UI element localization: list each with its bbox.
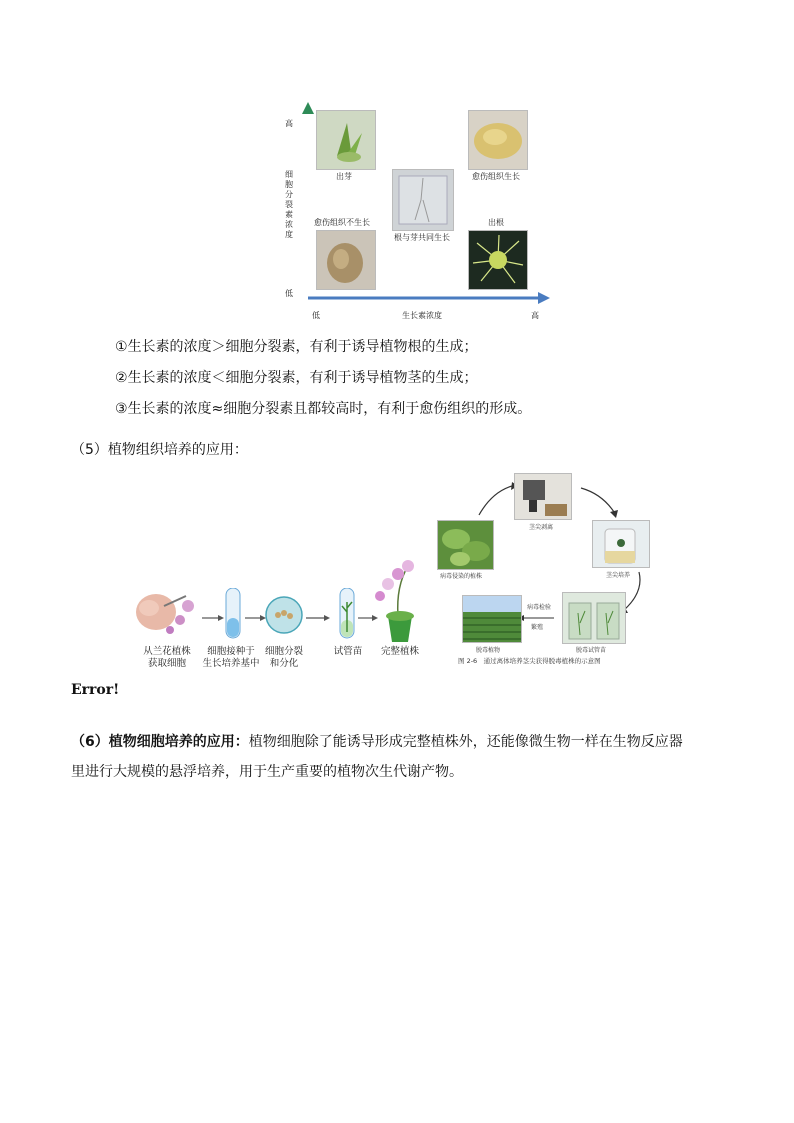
- section-6-line-2: 里进行大规模的悬浮培养，用于生产重要的植物次生代谢产物。: [71, 764, 463, 780]
- cell-division-image: [264, 595, 304, 635]
- flow-step-1-label: [134, 646, 200, 670]
- flow-step-1-line-1: 从兰花植株: [143, 646, 191, 657]
- x-axis-title: 生长素浓度: [402, 311, 442, 320]
- flow-step-2-line-2: 生长培养基中: [202, 658, 260, 669]
- x-axis-low: 低: [312, 311, 320, 320]
- bud-label: 出芽: [336, 172, 352, 181]
- y-axis-low: 低: [285, 289, 293, 298]
- cycle-caption: 图 2-6 通过离体培养茎尖获得脱毒植株的示意图: [458, 657, 601, 665]
- tissue-culture-flow-figure: [134, 470, 654, 675]
- test-tube-seedling-image: [336, 588, 358, 644]
- detox-plant-label: 脱毒植物: [476, 647, 501, 654]
- x-axis-high: 高: [531, 311, 539, 320]
- callus-no-growth-image: [316, 230, 376, 290]
- flow-step-1-line-2: 获取细胞: [147, 658, 186, 669]
- section-6-line-1: [71, 731, 683, 751]
- root-label: 出根: [488, 218, 504, 227]
- virus-plant-label: 病毒侵染的植株: [440, 573, 483, 580]
- item-1: [115, 336, 478, 356]
- root-image: [468, 230, 528, 290]
- detect-label-2: 繁殖: [531, 624, 544, 631]
- item-3: [115, 398, 531, 418]
- y-axis-title: 细胞分裂素浓度: [285, 170, 293, 239]
- flow-step-5-label: [372, 646, 428, 658]
- tip-culture-image: [592, 520, 650, 568]
- flow-step-2-line-1: 细胞接种于: [207, 646, 255, 657]
- detect-label-1: 病毒检验: [527, 604, 552, 611]
- item-2-marker: ②: [115, 370, 128, 386]
- item-1-text: 生长素的浓度＞细胞分裂素，有利于诱导植物根的生成；: [127, 339, 478, 355]
- tip-culture-label: 茎尖培养: [606, 572, 631, 579]
- error-text: Error!: [71, 682, 120, 698]
- flow-step-5-line-1: 完整植株: [380, 646, 419, 657]
- item-2-text: 生长素的浓度＜细胞分裂素，有利于诱导植物茎的生成；: [127, 370, 478, 386]
- flow-step-4-line-1: 试管苗: [333, 646, 363, 657]
- flow-step-3-label: [258, 646, 310, 670]
- section-6-heading: （6）植物细胞培养的应用：: [71, 734, 249, 750]
- tip-strip-image: [514, 473, 572, 520]
- flow-step-2-label: [194, 646, 268, 670]
- detox-plant-image: [462, 595, 522, 643]
- test-tube-plant-image: [562, 592, 626, 644]
- section-5-heading: （5）植物组织培养的应用：: [71, 442, 248, 458]
- callus-growth-image: [468, 110, 528, 170]
- y-axis-high: 高: [285, 119, 293, 128]
- tip-strip-label: 茎尖剥离: [529, 524, 554, 531]
- root-bud-label: 根与芽共同生长: [394, 233, 450, 242]
- orchid-hand-image: [134, 588, 200, 638]
- callus-growth-label: 愈伤组织生长: [472, 172, 520, 181]
- orchid-plant-image: [368, 556, 424, 646]
- flow-step-4-label: [326, 646, 370, 658]
- item-3-text: 生长素的浓度≈细胞分裂素且都较高时，有利于愈伤组织的形成。: [127, 401, 532, 417]
- flow-step-3-line-2: 和分化: [269, 658, 299, 669]
- item-2: [115, 367, 478, 387]
- item-3-marker: ③: [115, 401, 128, 417]
- flow-step-3-line-1: 细胞分裂: [264, 646, 303, 657]
- section-6-text: 植物细胞除了能诱导形成完整植株外，还能像微生物一样在生物反应器: [248, 734, 683, 750]
- virus-plant-image: [437, 520, 494, 570]
- test-tube-plant-label: 脱毒试管苗: [576, 647, 607, 654]
- test-tube-image: [222, 588, 244, 644]
- callus-no-growth-label: 愈伤组织不生长: [314, 218, 370, 227]
- item-1-marker: ①: [115, 339, 128, 355]
- hormone-ratio-figure: [280, 100, 555, 325]
- bud-image: [316, 110, 376, 170]
- root-bud-image: [392, 169, 454, 231]
